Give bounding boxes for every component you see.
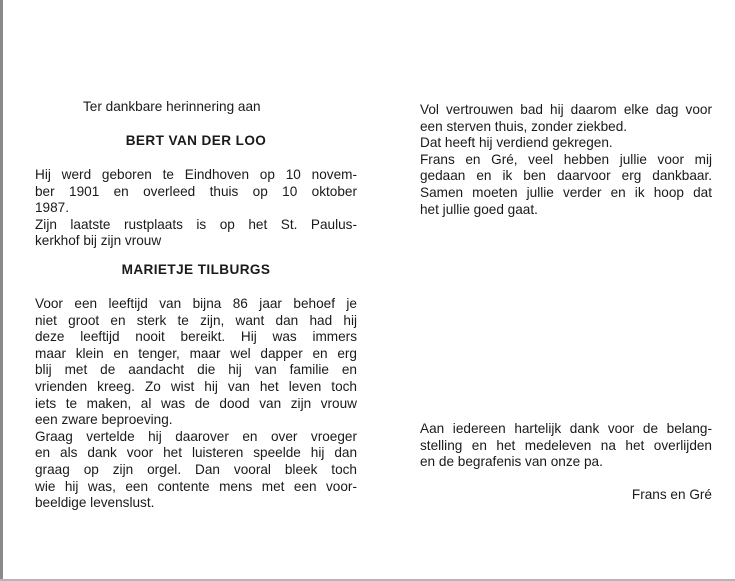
wife-name: MARIETJE TILBURGS [121, 262, 271, 277]
signature-block [420, 487, 712, 504]
faith-line: Samen moeten jullie verder en ik hoop dat [420, 184, 712, 200]
story-line: graag op zijn orgel. Dan vooral bleek toch [35, 461, 357, 477]
bio-paragraph [35, 167, 357, 250]
story-line: deze leeftijd nooit bereikt. Hij was immers [35, 329, 357, 345]
story-line: iets te maken, al was de dood van zijn vrouw [35, 395, 357, 411]
deceased-name-block [35, 133, 357, 150]
intro-line: Ter dankbare herinnering aan [83, 99, 261, 114]
bio-line: Zijn laatste rustplaats is op het St. Paulus- [35, 216, 357, 232]
story-line: een zware beproeving. [35, 412, 173, 428]
left-column [35, 99, 357, 116]
story-line: maar klein en tenger, maar wel dapper en erg [35, 345, 357, 361]
faith-line: Vol vertrouwen bad hij daarom elke dag voor [420, 102, 712, 117]
story-line: niet groot en sterk te zijn, want dan had hij [35, 312, 357, 328]
bio-line: 1987. [35, 200, 70, 216]
bio-line: kerkhof bij zijn vrouw [35, 233, 162, 249]
page-edge-left [0, 0, 3, 581]
faith-line: Frans en Gré, veel hebben jullie voor mij [420, 151, 712, 167]
thanks-line: stelling en het medeleven na het overlijden [420, 437, 712, 453]
thanks-line: en de begrafenis van onze pa. [420, 454, 603, 470]
story-line: beeldige levenslust. [35, 495, 155, 511]
wife-name-block [35, 262, 357, 279]
story-line: en als dank voor het luisteren speelde hij dan [35, 445, 357, 461]
faith-paragraph [420, 102, 712, 218]
thanks-line: Aan iedereen hartelijk dank voor de belang- [420, 421, 712, 436]
faith-line: een sterven thuis, zonder ziekbed. [420, 118, 628, 134]
faith-line: gedaan en ik ben daarvoor erg dankbaar. [420, 168, 712, 184]
story-line: Voor een leeftijd van bijna 86 jaar behoef je [35, 296, 357, 311]
bio-line: ber 1901 en overleed thuis op 10 oktober [35, 183, 357, 199]
bio-line: Hij werd geboren te Eindhoven op 10 novem- [35, 167, 357, 182]
story-line: Graag vertelde hij daarover en over vroeger [35, 428, 357, 444]
thanks-paragraph [420, 421, 712, 471]
faith-line: Dat heeft hij verdiend gekregen. [420, 135, 613, 151]
signature: Frans en Gré [631, 487, 712, 502]
story-line: blij met de aandacht die hij van familie en [35, 362, 357, 378]
faith-line: het jullie goed gaat. [420, 201, 538, 217]
deceased-name: BERT VAN DER LOO [125, 133, 267, 148]
story-line: wie hij was, een contente mens met een voor- [35, 478, 357, 494]
story-paragraph [35, 296, 357, 512]
story-line: vrienden kreeg. Zo wist hij van het leven toch [35, 378, 357, 394]
